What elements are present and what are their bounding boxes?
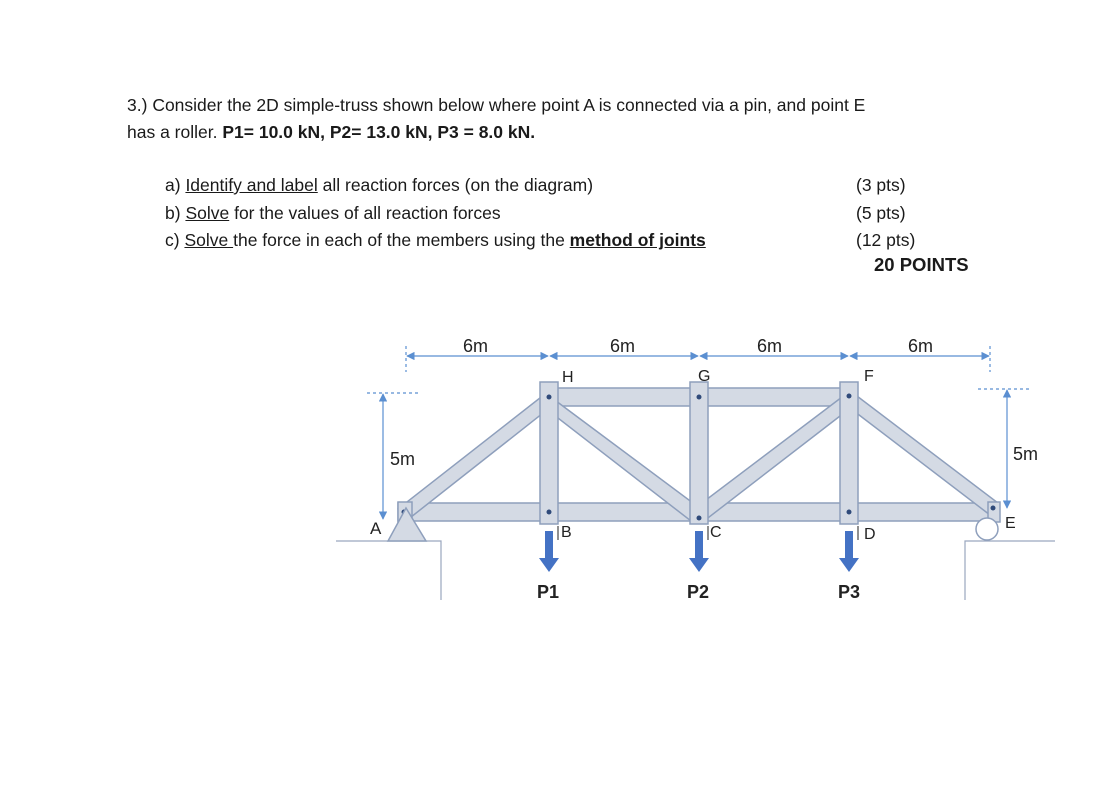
task-b-verb: Solve [185,202,230,223]
task-c-letter: c) [165,230,180,250]
ground-left [336,541,441,600]
task-a-text: all reaction forces (on the diagram) [317,175,594,195]
span-label-1: 6m [463,336,489,356]
member-fe [846,393,998,515]
load-label-p2: P2 [687,582,710,602]
task-b-letter: b) [165,202,181,223]
joint-label-g: G [698,368,711,385]
joint-dot-h [547,395,552,400]
load-brackets [558,526,858,540]
task-a-letter: a) [165,175,181,195]
roller-support-icon [976,518,998,540]
problem-number: 3.) [127,95,148,115]
task-b-text: for the values of all reaction forces [229,202,501,223]
task-b-points: (5 pts) [856,202,906,223]
task-c-verb: Solve [184,230,234,250]
joint-dot-d [847,510,852,515]
joint-dot-b [547,510,552,515]
load-label-p1: P1 [537,582,560,602]
task-c-method: method of joints [569,230,706,250]
height-label-right: 5m [1013,444,1039,464]
problem-intro-1: Consider the 2D simple-truss shown below where point A is connected via a pin, and point E [152,95,866,115]
height-label-left: 5m [390,449,416,469]
load-arrow-p3 [839,531,859,572]
member-ah [398,394,552,521]
joint-dot-g [697,395,702,400]
task-c-text: the force in each of the members using the [233,230,570,250]
joint-label-h: H [562,369,574,386]
ground-right [965,541,1055,600]
member-cf [694,394,853,521]
joint-dot-c [697,516,702,521]
span-label-2: 6m [610,336,636,356]
joint-label-e: E [1005,515,1016,532]
total-points: 20 POINTS [874,254,969,275]
span-label-4: 6m [908,336,934,356]
problem-intro-2: has a roller. [127,122,218,142]
member-fd [840,382,858,524]
member-gc [690,382,708,524]
joint-dot-e [991,506,996,511]
joint-label-f: F [864,368,874,385]
member-hb [540,382,558,524]
load-arrow-p2 [689,531,709,572]
joint-label-d: D [864,526,876,543]
task-a-points: (3 pts) [856,175,906,195]
load-values: P1= 10.0 kN, P2= 13.0 kN, P3 = 8.0 kN. [222,122,536,142]
span-label-3: 6m [757,336,783,356]
joint-label-b: B [561,524,572,541]
task-a-verb: Identify and label [185,175,318,195]
joint-label-a: A [370,519,382,538]
truss-members [398,382,1000,524]
joint-label-c: C [710,524,722,541]
joint-dot-f [847,394,852,399]
task-c-points: (12 pts) [856,230,916,250]
load-arrow-p1 [539,531,559,572]
load-label-p3: P3 [838,582,861,602]
